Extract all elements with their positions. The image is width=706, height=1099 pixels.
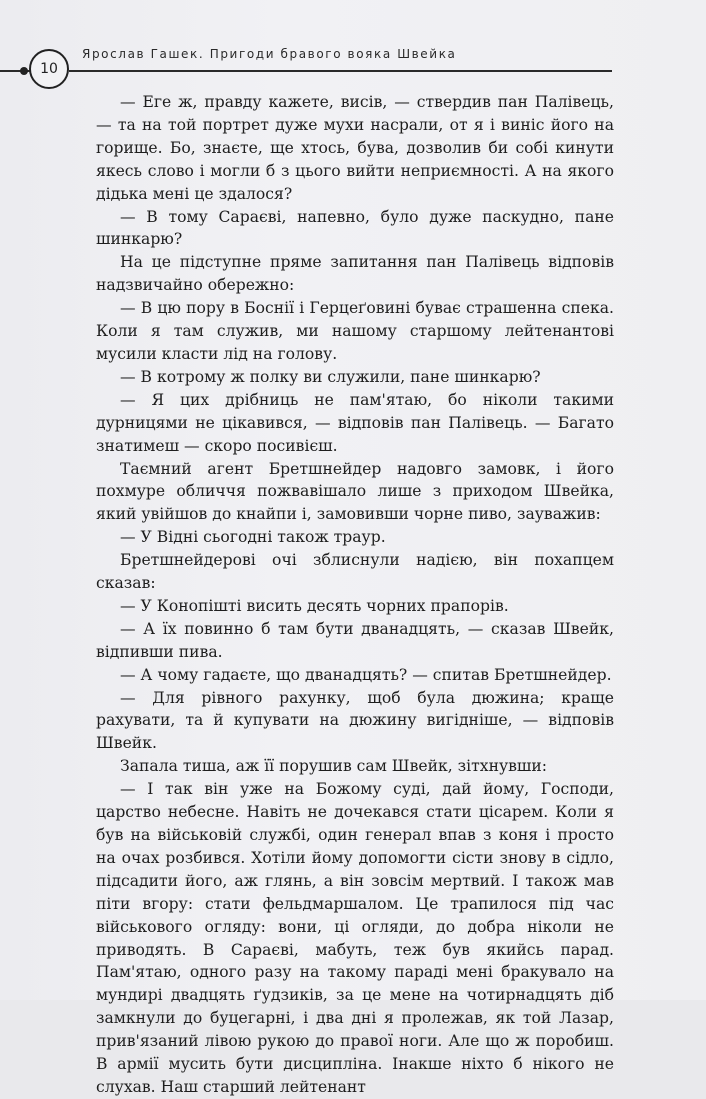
paragraph: — Еге ж, правду кажете, висів, — ствердив пан Палівець, — та на той портрет дуже мухи насрали, от я і виніс його на горище. Бо, знаєте, ще хтось, бува, дозволив би собі кинути якесь слово і могли б з цього вийти неприємності. А на якого дідька мені це здалося? (96, 93, 614, 203)
page-number-badge (29, 49, 69, 89)
running-title: Ярослав Гашек. Пригоди бравого вояка Швейка (82, 47, 457, 61)
paragraph: — В цю пору в Боснії і Герцеґовині буває страшенна спека. Коли я там служив, ми нашому старшому лейтенантові мусили класти лід на голову. (96, 299, 614, 363)
paragraph: На це підступне пряме запитання пан Палівець відповів надзвичайно обережно: (96, 253, 614, 295)
paragraph: — В тому Сараєві, напевно, було дуже паскудно, пане шинкарю? (96, 207, 614, 249)
paragraph: — Я цих дрібниць не пам'ятаю, бо ніколи такими дурницями не цікавився, — відповів пан Палівець. — Багато знатимеш — скоро посивієш. (96, 390, 614, 455)
page-number: 10 (40, 61, 58, 77)
paragraph: Запала тиша, аж її порушив сам Швейк, зітхнувши: (120, 757, 548, 776)
paragraph: — І так він уже на Божому суді, дай йому, Господи, царство небесне. Навіть не дочекався стати цісарем. Коли я був на військовій службі, один генерал впав з коня і просто на очах розбився. Хотіли йому допомогти сісти знову в сідло, підсадити його, аж глянь, а він зовсім мертвий. І також мав піти вгору: стати фельдмаршалом. Це трапилося під час військового огляду: вони, ці огляди, до добра ніколи не приводять. В Сараєві, мабуть, теж був якийсь парад. Пам'ятаю, одного разу на такому параді мені бракувало на мундирі двадцять ґудзиків, за це мене на чотирнадцять діб замкнули до буцегарні, і два дні я пролежав, як той Лазар, прив'язаний лівою рукою до правої ноги. Але що ж поробиш. В армії мусить бути дисципліна. Інакше ніхто б нікого не слухав. Наш старший лейтенант (96, 780, 614, 1096)
paragraph: Бретшнейдерові очі зблиснули надією, він похапцем сказав: (96, 551, 614, 593)
header-rule (69, 70, 612, 72)
body-text (96, 91, 614, 1099)
paragraph: — У Конопішті висить десять чорних прапорів. (120, 596, 509, 615)
paragraph: — А чому гадаєте, що дванадцять? — спитав Бретшнейдер. (120, 665, 612, 684)
paragraph: — В котрому ж полку ви служили, пане шинкарю? (120, 367, 541, 386)
paragraph: — У Відні сьогодні також траур. (120, 528, 386, 547)
paragraph: — А їх повинно б там бути дванадцять, — сказав Швейк, відпивши пива. (96, 619, 614, 661)
paragraph: — Для рівного рахунку, щоб була дюжина; краще рахувати, та й купувати на дюжину вигідніше, — відповів Швейк. (96, 688, 614, 753)
header-dot (20, 67, 28, 75)
paragraph: Таємний агент Бретшнейдер надовго замовк, і його похмуре обличчя пожвавішало лише з приходом Швейка, який увійшов до кнайпи і, замовивши чорне пиво, зауважив: (96, 459, 614, 524)
